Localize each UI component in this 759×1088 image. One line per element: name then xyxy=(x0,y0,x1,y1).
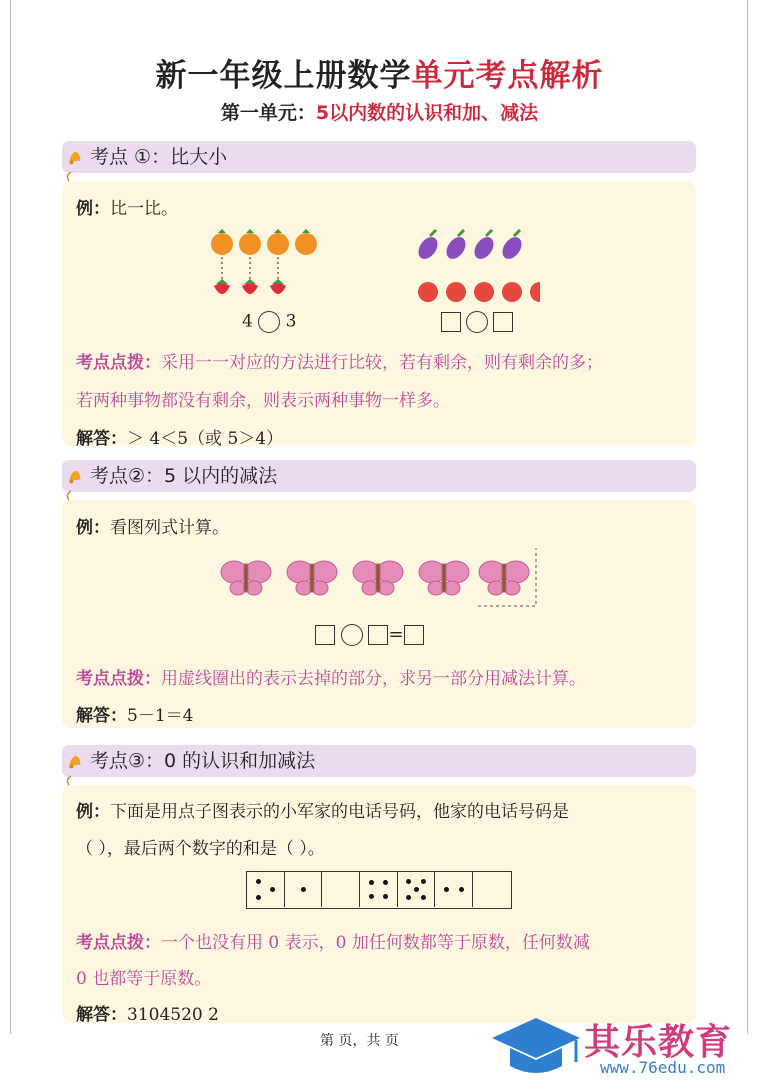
blank-box xyxy=(404,625,424,645)
kaodian3-example-line1 xyxy=(76,797,569,822)
orange-icon xyxy=(211,229,317,255)
dot-mark xyxy=(406,895,411,900)
kaodian3-answer xyxy=(76,1000,219,1025)
kaodian3-example-line2: （ ），最后两个数字的和是（ ）。 xyxy=(76,839,325,859)
brand-url: www.76edu.com xyxy=(600,1058,726,1077)
example-text: 比一比。 xyxy=(110,199,178,219)
answer-text: ＞ 4＜5（或 5＞4） xyxy=(127,429,284,449)
dot-mark xyxy=(421,895,426,900)
kaodian1-header xyxy=(62,141,696,173)
brand-name: 其乐教育 xyxy=(584,1022,733,1063)
tomato-icon xyxy=(418,282,540,302)
kaodian3-heading: 考点③：0 的认识和加减法 xyxy=(90,750,316,772)
dot-cell xyxy=(473,872,511,907)
bell-icon xyxy=(66,467,84,485)
dot-mark xyxy=(301,887,306,892)
dot-cell xyxy=(247,872,285,907)
dot-mark xyxy=(383,880,388,885)
blank-box xyxy=(315,625,335,645)
tip-label: 考点点拨： xyxy=(76,669,161,689)
compare-circle xyxy=(258,311,280,333)
tip-label: 考点点拨： xyxy=(76,353,161,373)
dot-mark xyxy=(256,879,261,884)
dot-cell xyxy=(322,872,360,907)
answer-label: 解答： xyxy=(76,1005,127,1025)
compare-blank xyxy=(441,311,513,333)
bell-icon xyxy=(66,148,84,166)
equation-blanks xyxy=(315,624,424,646)
kaodian2-answer xyxy=(76,701,193,726)
kaodian1-tip-line2: 若两种事物都没有剩余，则表示两种事物一样多。 xyxy=(76,391,450,411)
eggplant-icon xyxy=(415,230,526,262)
bell-icon xyxy=(66,752,84,770)
example-text: 下面是用点子图表示的小军家的电话号码，他家的电话号码是 xyxy=(110,802,569,822)
kaodian2-header xyxy=(62,460,696,492)
tip-text: 一个也没有用 0 表示，0 加任何数都等于原数，任何数减 xyxy=(161,933,590,953)
kaodian1-example xyxy=(76,194,178,219)
butterfly-illustration xyxy=(216,546,546,610)
blank-box xyxy=(368,625,388,645)
kaodian3-header xyxy=(62,745,696,777)
kaodian1-heading: 考点 ①：比大小 xyxy=(90,146,228,168)
dot-mark xyxy=(256,895,261,900)
dot-cell xyxy=(360,872,398,907)
tip-label: 考点点拨： xyxy=(76,933,161,953)
tip-text: 用虚线圈出的表示去掉的部分，求另一部分用减法计算。 xyxy=(161,669,586,689)
kaodian3-tip-line2: 0 也都等于原数。 xyxy=(76,969,212,989)
page-title xyxy=(0,50,759,95)
kaodian2-example xyxy=(76,513,229,538)
blank-box xyxy=(441,312,461,332)
kaodian3-tip-line1 xyxy=(76,928,590,953)
example-text: 看图列式计算。 xyxy=(110,518,229,538)
dot-mark xyxy=(444,887,449,892)
graduation-cap-icon xyxy=(488,1014,584,1080)
example-label: 例： xyxy=(76,518,110,538)
page-subtitle xyxy=(0,98,759,125)
example-label: 例： xyxy=(76,199,110,219)
answer-label: 解答： xyxy=(76,429,127,449)
dot-mark xyxy=(369,894,374,899)
page-footer: 第 页，共 页 xyxy=(320,1033,399,1049)
dot-mark xyxy=(459,887,464,892)
brand-logo xyxy=(488,1012,753,1082)
subtitle-black: 第一单元： xyxy=(220,102,316,124)
page-border-left xyxy=(10,0,11,1034)
dot-cell xyxy=(285,872,323,907)
kaodian1-tip-line1 xyxy=(76,348,603,373)
subtitle-red: 5以内数的认识和加、减法 xyxy=(315,102,539,124)
page-border-right xyxy=(747,0,748,1034)
compare-fruit xyxy=(242,311,296,333)
answer-label: 解答： xyxy=(76,706,127,726)
title-black: 新一年级上册数学 xyxy=(155,58,412,94)
kaodian2-tip xyxy=(76,664,586,689)
compare-a: 4 xyxy=(242,311,253,332)
dot-mark xyxy=(383,894,388,899)
kaodian1-answer xyxy=(76,424,283,449)
dot-cell xyxy=(435,872,473,907)
equals-sign: = xyxy=(388,624,404,645)
blank-box xyxy=(493,312,513,332)
butterfly-icon xyxy=(221,561,529,595)
answer-text: 5－1＝4 xyxy=(127,706,194,726)
strawberry-icon xyxy=(214,279,286,294)
compare-circle xyxy=(466,311,488,333)
compare-illustration xyxy=(200,226,540,306)
dot-mark xyxy=(369,880,374,885)
operator-circle xyxy=(341,624,363,646)
dot-mark xyxy=(414,887,419,892)
dot-mark xyxy=(406,879,411,884)
phone-dot-grid xyxy=(246,871,512,909)
dot-cell xyxy=(398,872,436,907)
example-label: 例： xyxy=(76,802,110,822)
dot-mark xyxy=(421,879,426,884)
answer-text: 3104520 2 xyxy=(127,1005,219,1025)
title-red: 单元考点解析 xyxy=(411,58,604,94)
tip-text: 采用一一对应的方法进行比较，若有剩余，则有剩余的多； xyxy=(161,353,603,373)
compare-b: 3 xyxy=(285,311,297,332)
dot-mark xyxy=(270,887,275,892)
kaodian2-heading: 考点②：5 以内的减法 xyxy=(90,465,278,487)
